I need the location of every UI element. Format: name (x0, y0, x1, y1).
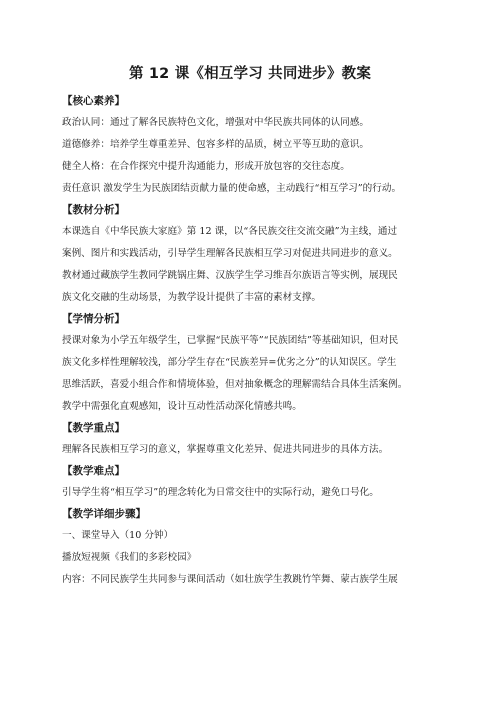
paragraph-line: 引导学生将“相互学习”的理念转化为日常交往中的实际行动，避免口号化。 (62, 487, 379, 498)
section-heading-core-literacy: 【核心素养】 (62, 95, 125, 107)
document-body (62, 91, 440, 591)
paragraph-line: 教学中需强化直观感知，设计互动性活动深化情感共鸣。 (62, 401, 302, 412)
section-heading-learner-analysis: 【学情分析】 (62, 313, 125, 325)
paragraph-line: 族文化多样性理解较浅，部分学生存在“民族差异=优劣之分”的认知误区。学生 (62, 357, 397, 368)
paragraph-line: 道德修养：培养学生尊重差异、包容多样的品质，树立平等互助的意识。 (62, 139, 369, 150)
paragraph-line: 播放短视频《我们的多彩校园》 (62, 552, 197, 563)
section-heading-teaching-steps: 【教学详细步骤】 (62, 508, 146, 520)
paragraph-line: 授课对象为小学五年级学生，已掌握“民族平等”“民族团结”等基础知识，但对民 (62, 335, 399, 346)
paragraph-line: 内容：不同民族学生共同参与课间活动（如壮族学生教跳竹竿舞、蒙古族学生展 (62, 574, 398, 585)
document-title: 第 12 课《相互学习 共同进步》教案 (128, 66, 372, 82)
paragraph-line: 一、课堂导入（10 分钟） (62, 530, 174, 541)
paragraph-line: 本课选自《中华民族大家庭》第 12 课，以“各民族交往交流交融”为主线，通过 (62, 226, 398, 237)
section-heading-teaching-difficulty: 【教学难点】 (62, 465, 125, 477)
paragraph-line: 案例、图片和实践活动，引导学生理解各民族相互学习对促进共同进步的意义。 (62, 248, 398, 259)
paragraph-line: 责任意识 激发学生为民族团结贡献力量的使命感，主动践行“相互学习”的行动。 (62, 183, 402, 194)
section-heading-material-analysis: 【教材分析】 (62, 204, 125, 216)
section-heading-teaching-focus: 【教学重点】 (62, 422, 125, 434)
paragraph-line: 理解各民族相互学习的意义，掌握尊重文化差异、促进共同进步的具体方法。 (62, 444, 389, 455)
paragraph-line: 族文化交融的生动场景，为教学设计提供了丰富的素材支撑。 (62, 292, 322, 303)
paragraph-line: 健全人格：在合作探究中提升沟通能力，形成开放包容的交往态度。 (62, 161, 350, 172)
paragraph-line: 思维活跃，喜爱小组合作和情境体验，但对抽象概念的理解需结合具体生活案例。 (62, 379, 408, 390)
paragraph-line: 政治认同：通过了解各民族特色文化，增强对中华民族共同体的认同感。 (62, 117, 369, 128)
paragraph-line: 教材通过藏族学生教同学跳锅庄舞、汉族学生学习维吾尔族语言等实例，展现民 (62, 270, 398, 281)
